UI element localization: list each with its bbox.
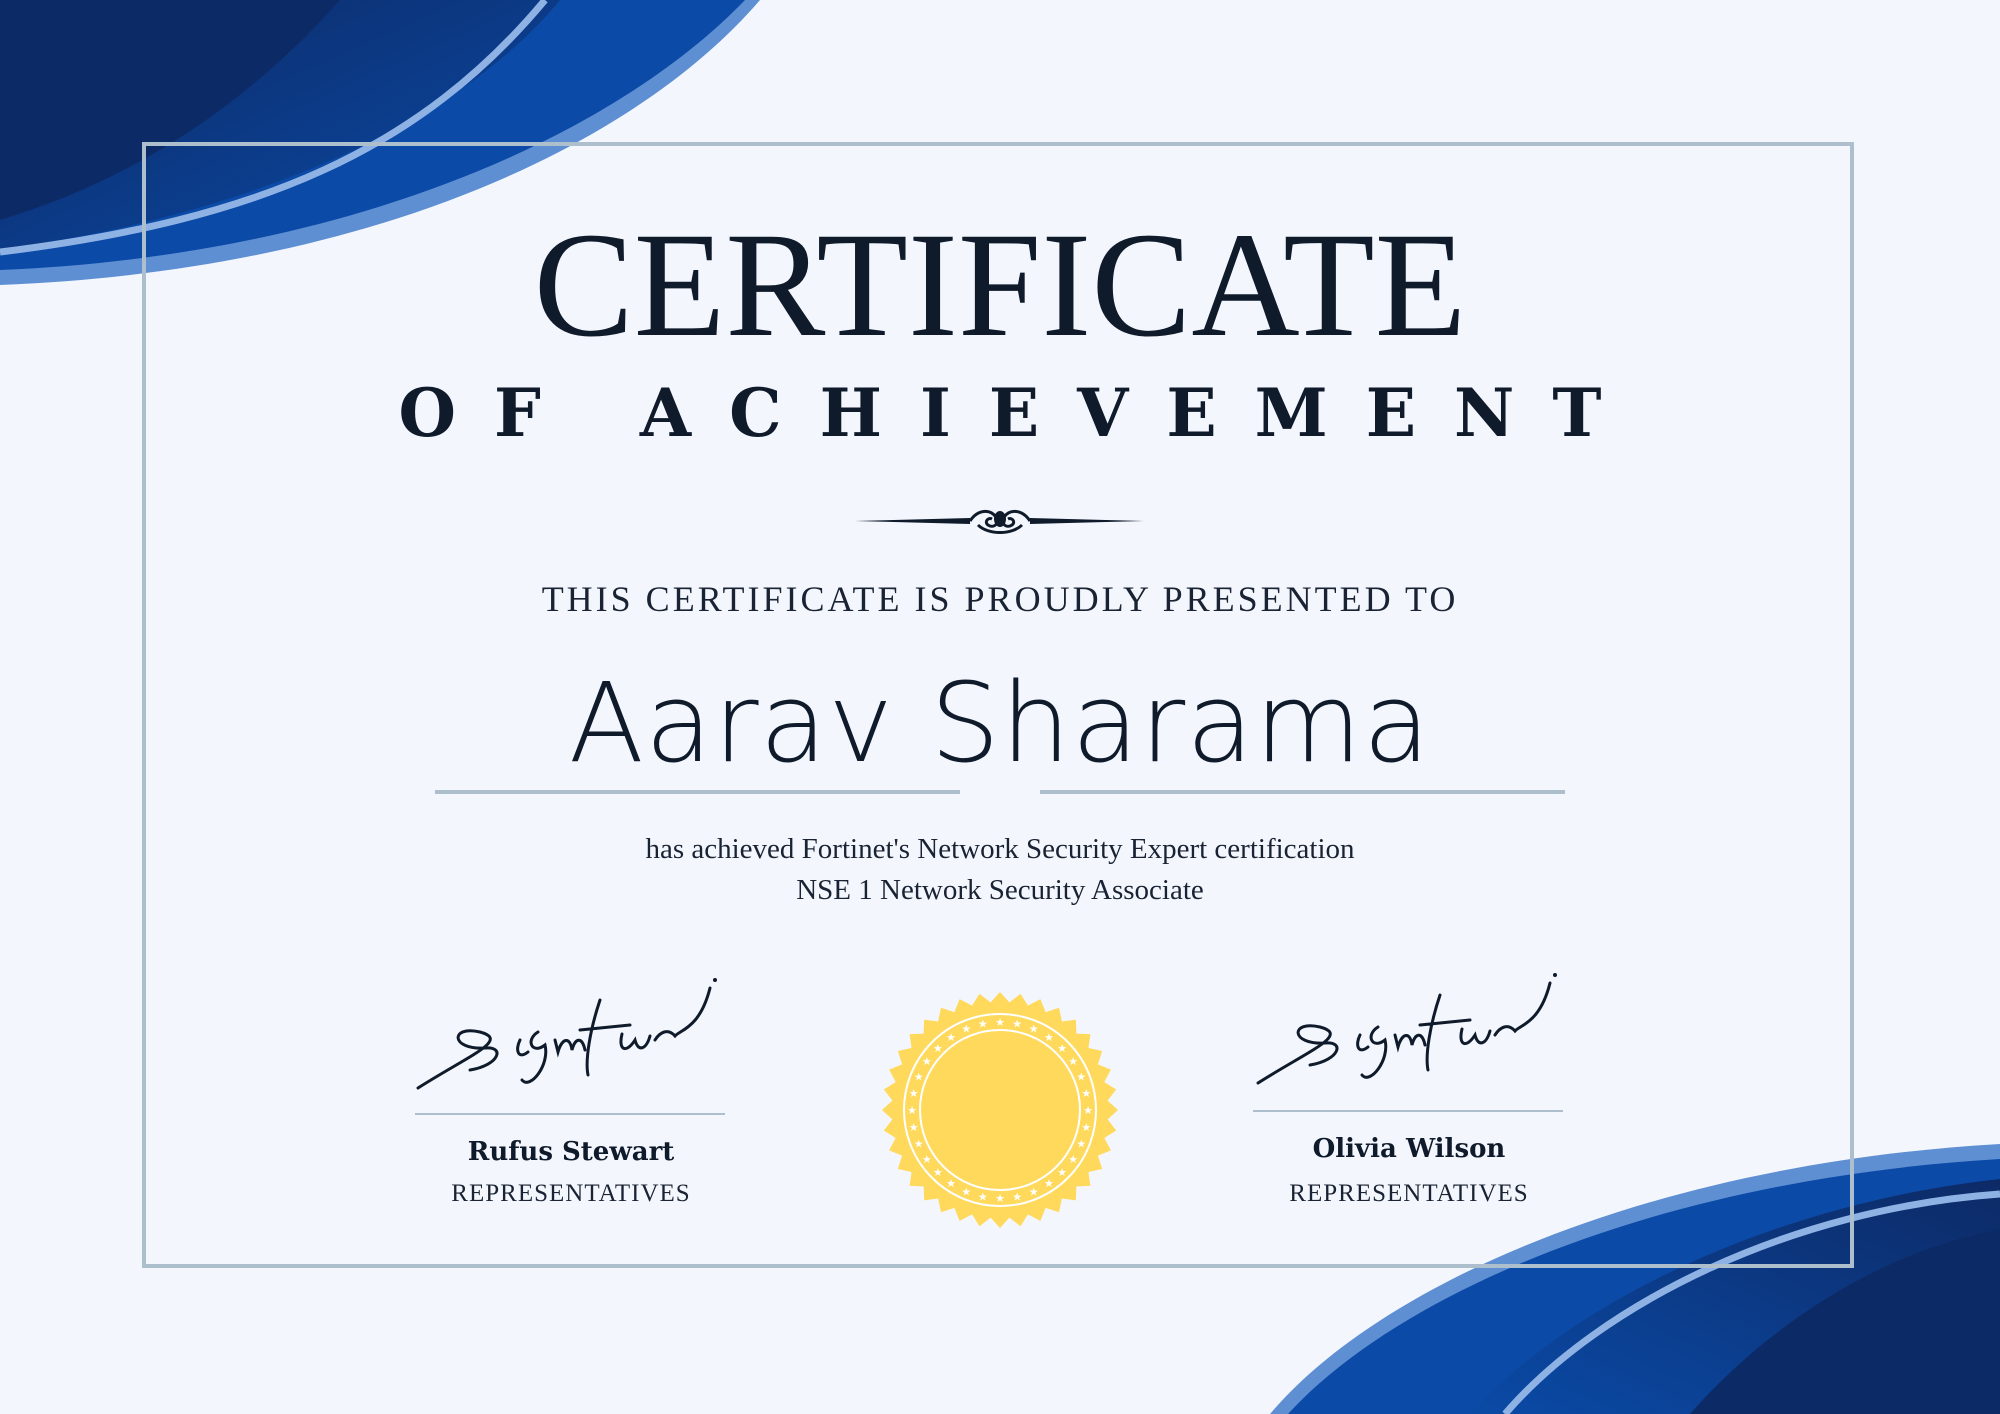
signature-line-right: [1253, 1110, 1563, 1112]
svg-text:★: ★: [932, 1041, 943, 1055]
svg-text:★: ★: [1083, 1104, 1093, 1117]
signature-icon: [1250, 965, 1560, 1090]
svg-text:★: ★: [1081, 1086, 1092, 1100]
achievement-description: has achieved Fortinet's Network Security Expert certification: [645, 833, 1355, 865]
recipient-name: Aarav Sharama: [568, 659, 1432, 787]
certification-name: NSE 1 Network Security Associate: [796, 874, 1204, 906]
gold-seal-icon: [880, 990, 1120, 1230]
svg-text:★: ★: [1076, 1137, 1087, 1151]
svg-text:★: ★: [1057, 1166, 1068, 1180]
signer-role-left: REPRESENTATIVES: [451, 1180, 691, 1207]
svg-text:★: ★: [1057, 1041, 1068, 1055]
svg-text:★: ★: [913, 1070, 924, 1084]
ornamental-flourish-icon: [850, 503, 1150, 539]
svg-text:★: ★: [1068, 1055, 1079, 1069]
signer-name-right: Olivia Wilson: [1312, 1134, 1506, 1164]
svg-text:★: ★: [921, 1152, 932, 1166]
svg-text:★: ★: [1028, 1022, 1039, 1036]
name-underline-right: [1040, 790, 1565, 794]
svg-text:★: ★: [995, 1016, 1005, 1029]
svg-text:★: ★: [1043, 1177, 1054, 1191]
svg-text:★: ★: [908, 1121, 919, 1135]
presented-to-text: THIS CERTIFICATE IS PROUDLY PRESENTED TO: [541, 579, 1459, 619]
svg-text:★: ★: [977, 1190, 988, 1204]
certificate-subtitle: OF ACHIEVEMENT: [398, 374, 1640, 452]
signer-role-right: REPRESENTATIVES: [1289, 1180, 1529, 1207]
svg-text:★: ★: [1068, 1152, 1079, 1166]
name-underline-left: [435, 790, 960, 794]
svg-text:★: ★: [961, 1022, 972, 1036]
svg-text:★: ★: [995, 1192, 1005, 1205]
svg-text:★: ★: [1012, 1190, 1023, 1204]
svg-text:★: ★: [932, 1166, 943, 1180]
certificate-title: CERTIFICATE: [533, 202, 1467, 368]
svg-text:★: ★: [1028, 1185, 1039, 1199]
svg-text:★: ★: [913, 1137, 924, 1151]
signer-name-left: Rufus Stewart: [467, 1137, 675, 1167]
signature-line-left: [415, 1113, 725, 1115]
svg-text:★: ★: [1012, 1017, 1023, 1031]
svg-text:★: ★: [1081, 1121, 1092, 1135]
svg-text:★: ★: [921, 1055, 932, 1069]
svg-text:★: ★: [946, 1177, 957, 1191]
signature-icon: [410, 970, 720, 1095]
svg-text:★: ★: [907, 1104, 917, 1117]
svg-text:★: ★: [946, 1030, 957, 1044]
svg-text:★: ★: [1043, 1030, 1054, 1044]
svg-text:★: ★: [1076, 1070, 1087, 1084]
svg-text:★: ★: [961, 1185, 972, 1199]
svg-text:★: ★: [977, 1017, 988, 1031]
svg-text:★: ★: [908, 1086, 919, 1100]
